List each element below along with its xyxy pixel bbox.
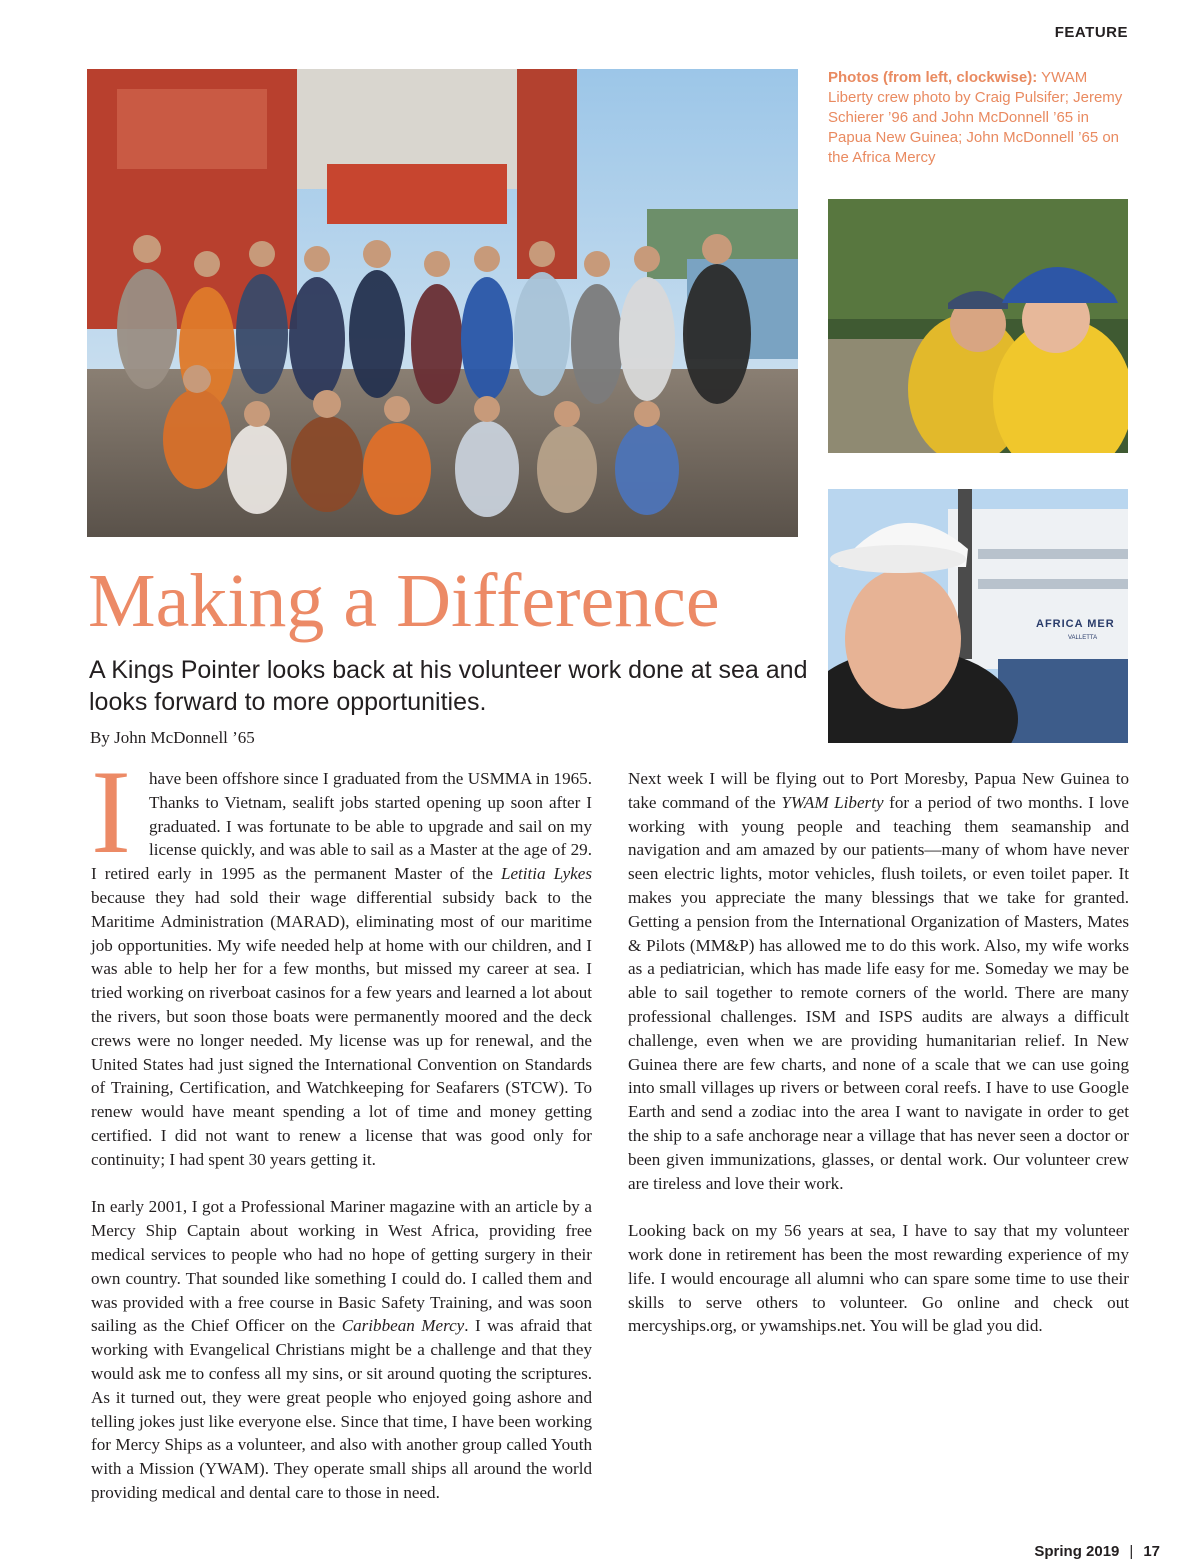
paragraph-2	[91, 1195, 592, 1504]
article-column-left	[91, 745, 593, 1529]
footer-separator: |	[1129, 1543, 1134, 1560]
ship-port-text: VALLETTA	[1068, 635, 1098, 641]
p1-ship-name: Letitia Lykes	[500, 864, 592, 884]
caption-text: YWAM Liberty crew photo by Craig Pulsifer; Jeremy Schierer ’96 and John McDonnell ’65 in Papua New Guinea; John McDonnell ’65 on the Africa Mercy	[828, 69, 1123, 166]
p2-ship-name: Caribbean Mercy	[341, 1316, 465, 1336]
ship-name-text: AFRICA MER	[1036, 618, 1115, 630]
p3-text-b: for a period of two months. I love working with young people and teaching them seamanship and navigation and am amazed by our patients—many of whom have never seen electric lights, motor vehicles, flush toilets, or even toilet paper. It makes you appreciate the many blessings that we take for granted. Getting a pension from the International Organization of Masters, Mates & Pilots (MM&P) has allowed me to do this work. Also, my wife works as a pediatrician, which has made life easy for me. Someday we may be able to sail together to remote corners of the world. There are many professional challenges. ISM and ISPS audits are always a difficult challenge, even when we are providing humanitarian relief. In New Guinea there are few charts, and none of a scale that we can use going into small villages up rivers or between coral reefs. I have to use Google Earth and send a zodiac into the area I want to navigate in order to get the ship to a safe anchorage near a village that has never seen a doctor or been given immunizations, glasses, or dental work. Our volunteer crew are tireless and love their work.	[628, 792, 1130, 1193]
paragraph-1	[91, 745, 592, 1172]
crew-group-photo	[87, 69, 798, 537]
caption-lead: Photos (from left, clockwise):	[828, 69, 1038, 86]
article-title: Making a Difference	[88, 559, 720, 643]
p1-text-b: because they had sold their wage differential subsidy back to the Maritime Administration (MARAD), eliminating most of our maritime job opportunities. My wife needed help at home with our children, and I was able to help her for a few months, but missed my career at sea. I tried working on riverboat casinos for a few years and learned a lot about the rivers, but soon those boats were permanently moored and the deck crews were no longer needed. My license was up for renewal, and the United States had just signed the International Convention on Standards of Training, Certification, and Watchkeeping for Seafarers (STCW). To renew would have meant spending a lot of time and money getting certified. I did not want to renew a license that was good only for continuity; I had spent 30 years getting it.	[91, 887, 592, 1169]
paragraph-3	[628, 767, 1129, 1195]
photo-caption	[828, 68, 1128, 168]
issue-label: Spring 2019	[1034, 1543, 1120, 1560]
p2-text-b: . I was afraid that working with Evangelical Christians might be a challenge and that they would ask me to confess all my sins, or sit around quoting the scriptures. As it turned out, they were great people who enjoyed going ashore and telling jokes just like everyone else. Since that time, I have been working for Mercy Ships as a volunteer, and also with another group called Youth with a Mission (YWAM). They operate small ships all around the world providing medical and dental care to those in need.	[91, 1316, 593, 1502]
p2-text-a: In early 2001, I got a Professional Mariner magazine with an article by a Mercy Ship Captain about working in West Africa, providing free medical services to people who had no hope of getting surgery in their own country. That sounded like something I could do. I called them and was provided with a free course in Basic Safety Training, and was soon sailing as the Chief Officer on the	[91, 1197, 592, 1336]
p1-text-a: have been offshore since I graduated from the USMMA in 1965. Thanks to Vietnam, sealift jobs started opening up soon after I graduated. I was fortunate to be able to upgrade and sail on my license quickly, and was able to sail as a Master at the age of 29. I retired early in 1995 as the permanent Master of the	[91, 769, 592, 884]
p3-text-a: Next week I will be flying out to Port Moresby, Papua New Guinea to take command of the	[628, 769, 1129, 812]
paragraph-4: Looking back on my 56 years at sea, I have to say that my volunteer work done in retirement has been the most rewarding experience of my life. I would encourage all alumni who can spare some time to use their skills to serve others to volunteer. Go online and check out mercyships.org, or ywamships.net. You will be glad you did.	[628, 1221, 1129, 1336]
section-label: FEATURE	[1054, 24, 1128, 41]
article-subtitle: A Kings Pointer looks back at his volunteer work done at sea and looks forward to more opportunities.	[89, 656, 808, 716]
page-footer	[1034, 1543, 1160, 1560]
drop-cap: I	[91, 745, 131, 878]
africa-mercy-photo	[828, 489, 1128, 743]
byline: By John McDonnell ’65	[90, 728, 255, 747]
p3-ship-name: YWAM Liberty	[781, 792, 884, 812]
page-number: 17	[1143, 1543, 1160, 1560]
life-vest-photo	[828, 199, 1128, 453]
article-column-right	[628, 767, 1129, 1362]
